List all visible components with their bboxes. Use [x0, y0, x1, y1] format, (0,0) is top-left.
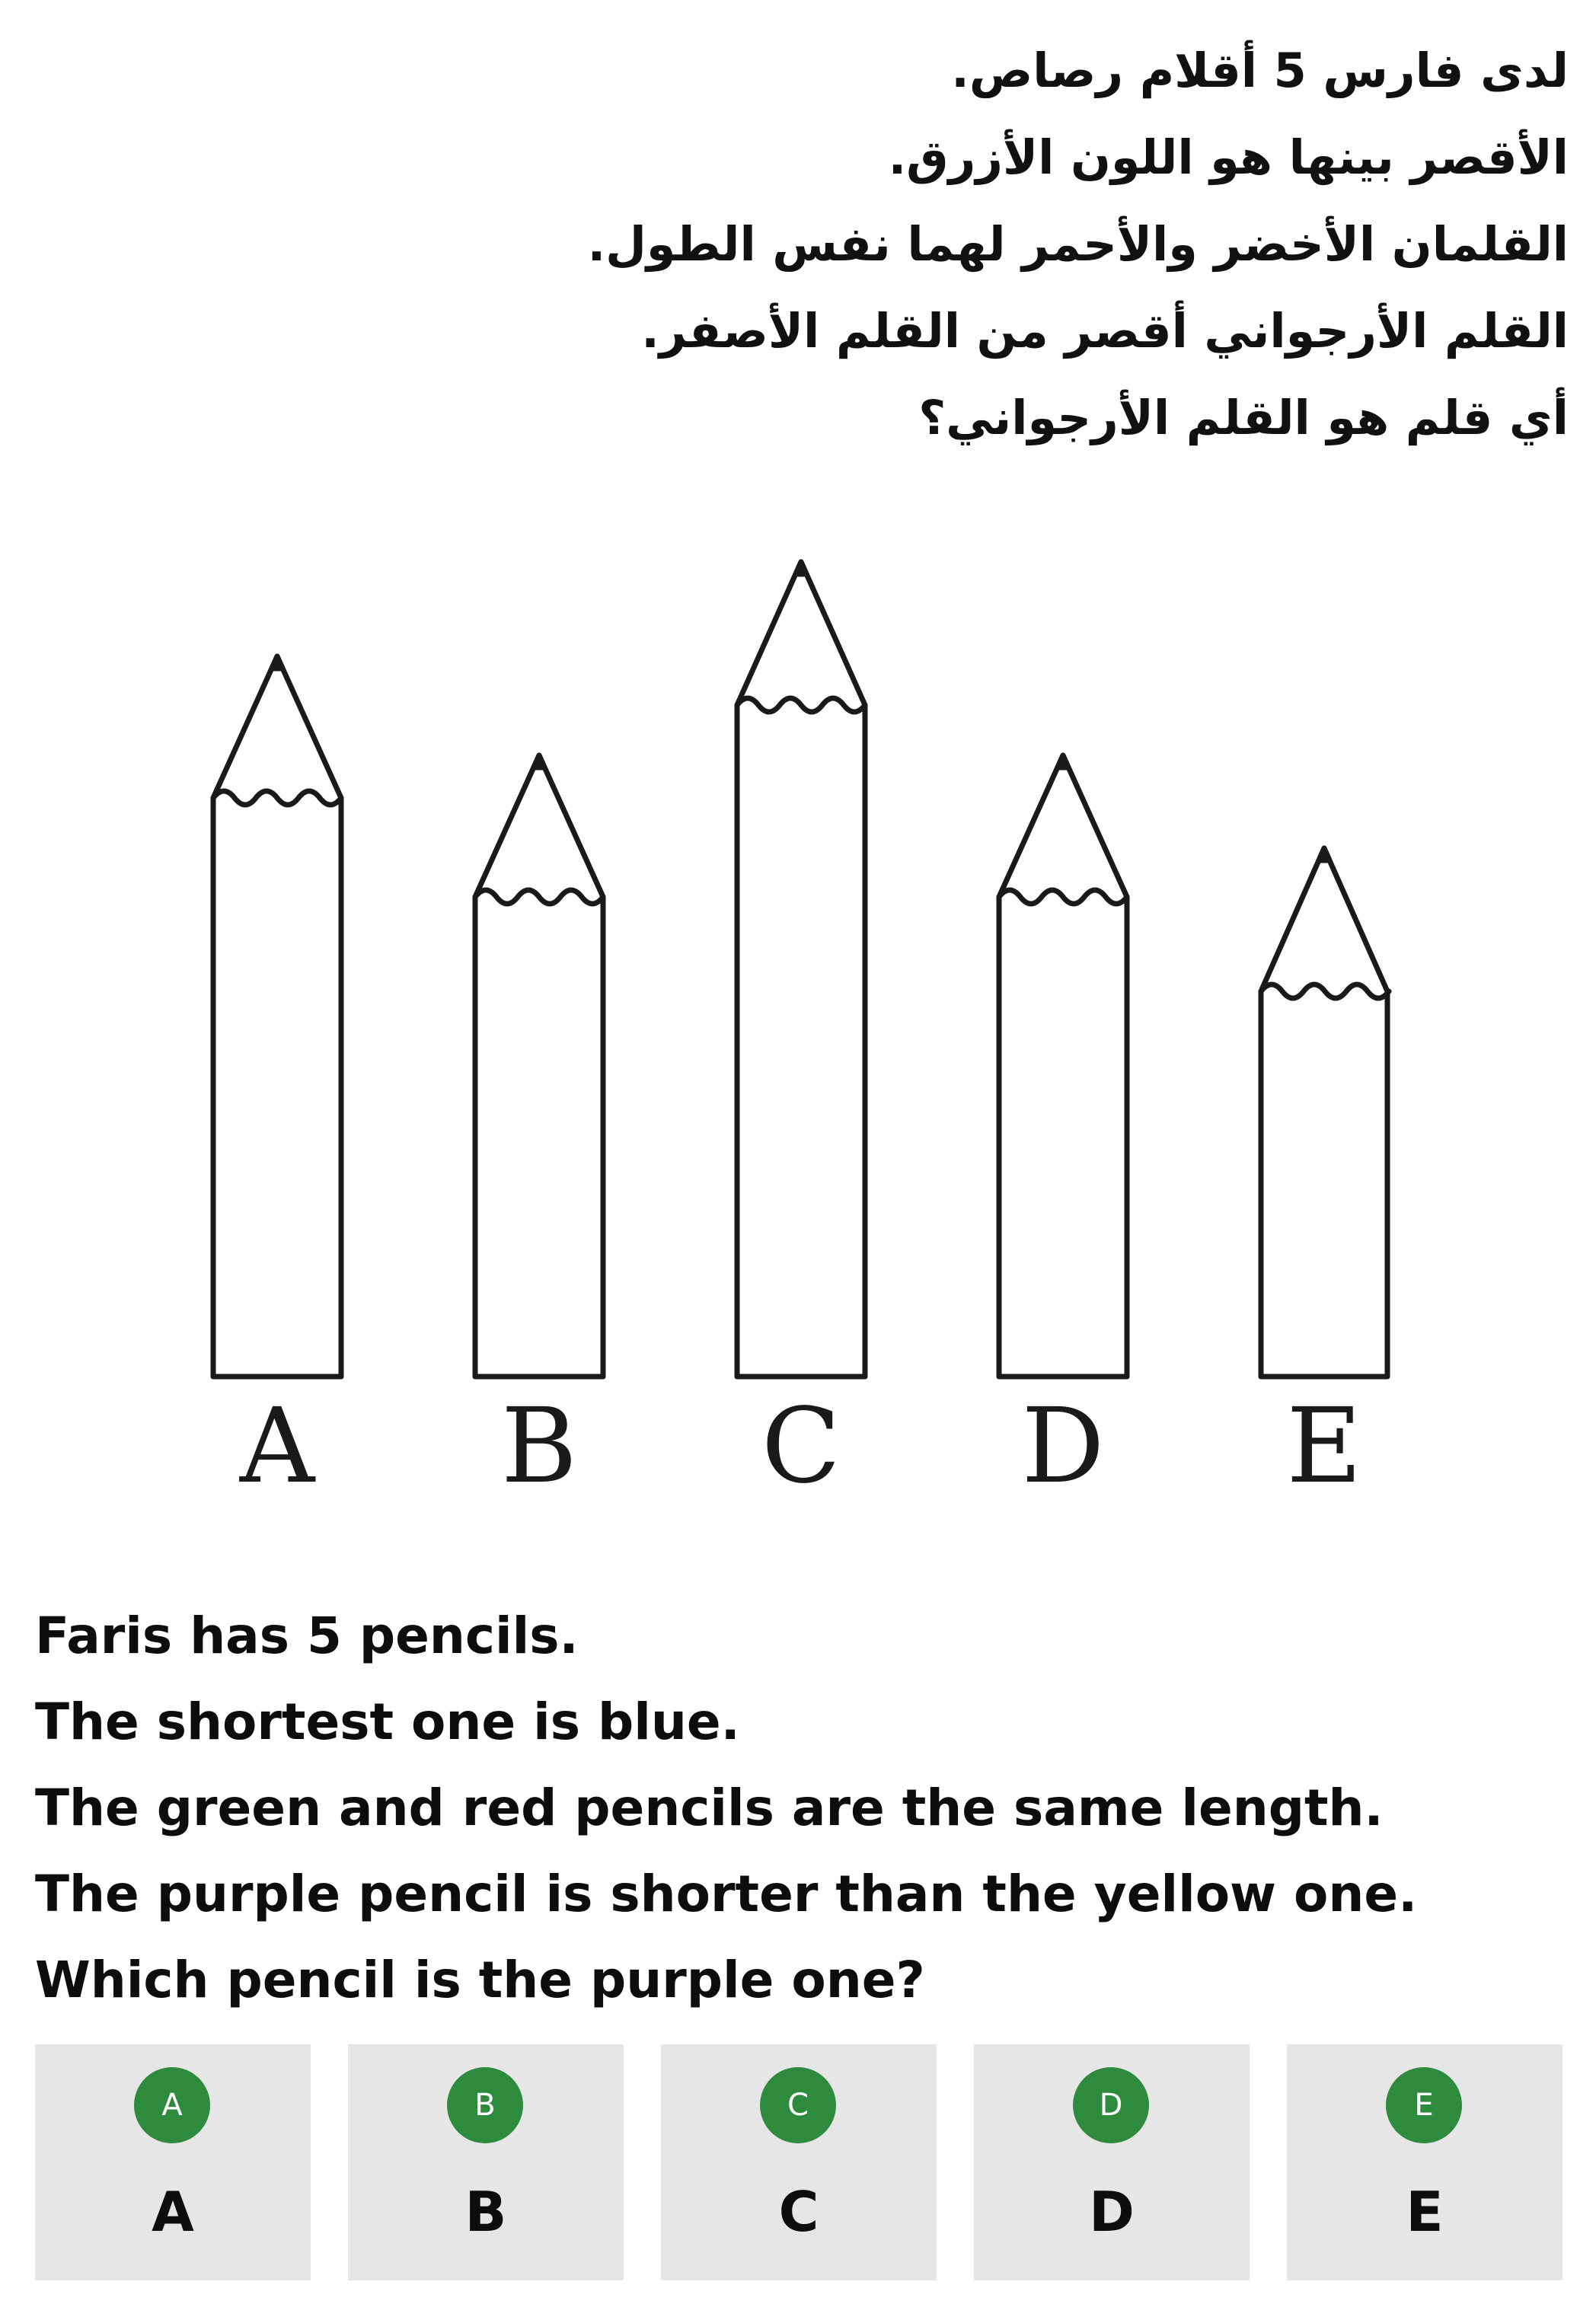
question-arabic-line: القلم الأرجواني أقصر من القلم الأصفر.	[641, 303, 1569, 359]
pencil-label-a: A	[239, 1386, 315, 1507]
question-english-line: The shortest one is blue.	[35, 1693, 740, 1751]
question-arabic-line: لدى فارس 5 أقلام رصاص.	[951, 43, 1569, 98]
answer-option-e[interactable]	[1287, 2044, 1562, 2280]
pencil-d	[999, 755, 1127, 1377]
pencil-b	[475, 755, 603, 1377]
option-badge-e: E	[1386, 2067, 1462, 2143]
option-label-c: C	[778, 2180, 819, 2244]
pencil-c	[737, 562, 865, 1377]
answer-option-b[interactable]	[348, 2044, 624, 2280]
option-label-b: B	[464, 2180, 507, 2244]
pencil-figure	[0, 533, 1596, 1523]
option-badge-c: C	[760, 2067, 836, 2143]
pencil-label-c: C	[761, 1386, 841, 1507]
answer-option-a[interactable]	[35, 2044, 311, 2280]
question-english-line: Which pencil is the purple one?	[35, 1951, 925, 2009]
pencil-label-e: E	[1286, 1386, 1362, 1507]
pencil-label-d: D	[1021, 1386, 1105, 1507]
answer-option-d[interactable]	[974, 2044, 1250, 2280]
question-english-line: The green and red pencils are the same length.	[35, 1779, 1384, 1837]
answer-options	[35, 2044, 1562, 2280]
option-label-a: A	[152, 2180, 194, 2244]
option-label-d: D	[1089, 2180, 1135, 2244]
option-badge-a: A	[134, 2067, 210, 2143]
question-arabic-line: الأقصر بينها هو اللون الأزرق.	[888, 129, 1569, 185]
option-badge-b: B	[447, 2067, 523, 2143]
question-arabic	[122, 27, 1569, 461]
pencil-e	[1261, 848, 1389, 1377]
answer-option-c[interactable]	[661, 2044, 937, 2280]
question-english-line: The purple pencil is shorter than the yellow one.	[35, 1865, 1418, 1923]
pencil-a	[213, 656, 341, 1377]
option-label-e: E	[1406, 2180, 1444, 2244]
question-arabic-line: أي قلم هو القلم الأرجواني؟	[918, 390, 1569, 445]
question-arabic-line: القلمان الأخضر والأحمر لهما نفس الطول.	[587, 216, 1569, 272]
question-english-line: Faris has 5 pencils.	[35, 1607, 579, 1665]
option-badge-d: D	[1073, 2067, 1149, 2143]
question-english	[35, 1593, 1558, 2023]
pencil-label-b: B	[501, 1386, 577, 1507]
